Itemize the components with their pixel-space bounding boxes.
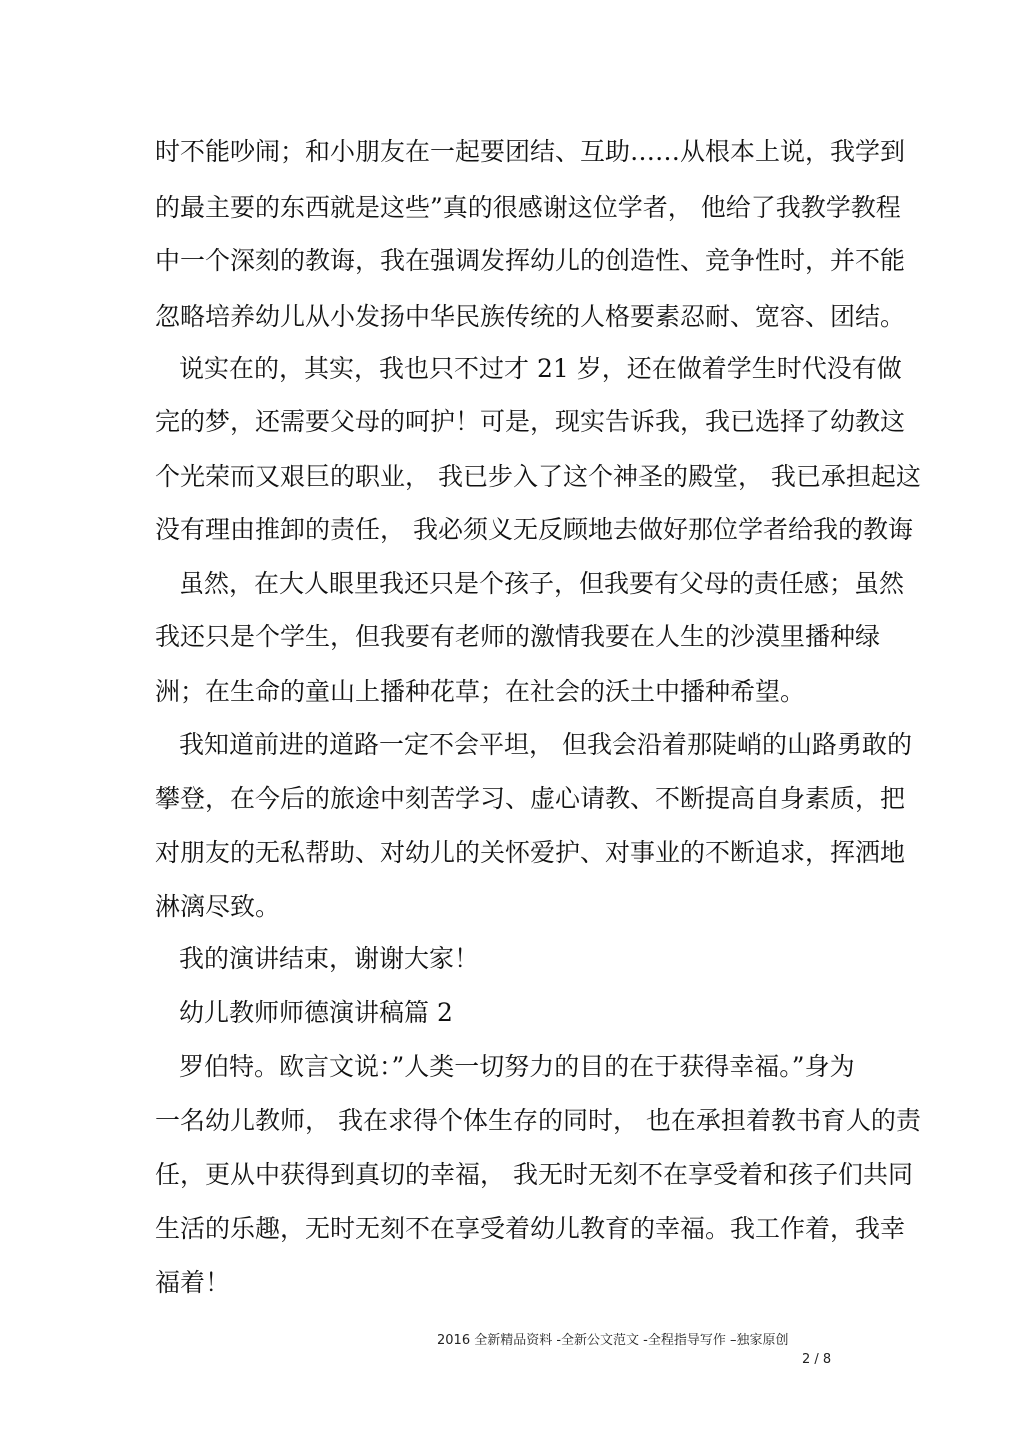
body-line-14: 对朋友的无私帮助、对幼儿的关怀爱护、对事业的不断追求，挥洒地 — [155, 838, 906, 867]
body-line-19: 一名幼儿教师， 我在求得个体生存的同时， 也在承担着教书育人的责 — [155, 1106, 921, 1135]
body-line-10: 我还只是个学生，但我要有老师的激情我要在人生的沙漠里播种绿 — [155, 622, 881, 651]
body-line-16: 我的演讲结束，谢谢大家！ — [179, 944, 480, 973]
page-number: 2 / 8 — [802, 1352, 832, 1367]
body-line-12: 我知道前进的道路一定不会平坦， 但我会沿着那陡峭的山路勇敢的 — [179, 730, 912, 759]
body-line-22: 福着！ — [155, 1268, 231, 1297]
body-line-13: 攀登，在今后的旅途中刻苦学习、虚心请教、不断提高自身素质，把 — [155, 784, 906, 813]
body-line-5: 说实在的，其实，我也只不过才 21 岁，还在做着学生时代没有做 — [179, 354, 902, 383]
section-heading: 幼儿教师师德演讲稿篇 2 — [179, 998, 453, 1027]
body-line-21: 生活的乐趣，无时无刻不在享受着幼儿教育的幸福。我工作着，我幸 — [155, 1214, 906, 1243]
footer-note: 2016 全新精品资料 -全新公文范文 -全程指导写作 –独家原创 — [437, 1333, 789, 1348]
body-line-7: 个光荣而又艰巨的职业， 我已步入了这个神圣的殿堂， 我已承担起这 — [155, 462, 921, 491]
body-line-9: 虽然，在大人眼里我还只是个孩子，但我要有父母的责任感；虽然 — [179, 569, 905, 598]
body-line-1: 时不能吵闹；和小朋友在一起要团结、互助……从根本上说，我学到 — [155, 137, 906, 166]
body-line-6: 完的梦，还需要父母的呵护！可是，现实告诉我，我已选择了幼教这 — [155, 407, 906, 436]
body-line-4: 忽略培养幼儿从小发扬中华民族传统的人格要素忍耐、宽容、团结。 — [155, 302, 906, 331]
body-line-20: 任，更从中获得到真切的幸福， 我无时无刻不在享受着和孩子们共同 — [155, 1160, 913, 1189]
body-line-18: 罗伯特。欧言文说：”人类一切努力的目的在于获得幸福。”身为 — [179, 1052, 855, 1081]
body-line-8: 没有理由推卸的责任， 我必须义无反顾地去做好那位学者给我的教诲 — [155, 515, 913, 544]
body-line-3: 中一个深刻的教诲，我在强调发挥幼儿的创造性、竞争性时，并不能 — [155, 246, 906, 275]
body-line-2: 的最主要的东西就是这些”真的很感谢这位学者， 他给了我教学教程 — [155, 193, 901, 222]
body-line-15: 淋漓尽致。 — [155, 892, 281, 921]
body-line-11: 洲；在生命的童山上播种花草；在社会的沃土中播种希望。 — [155, 677, 806, 706]
